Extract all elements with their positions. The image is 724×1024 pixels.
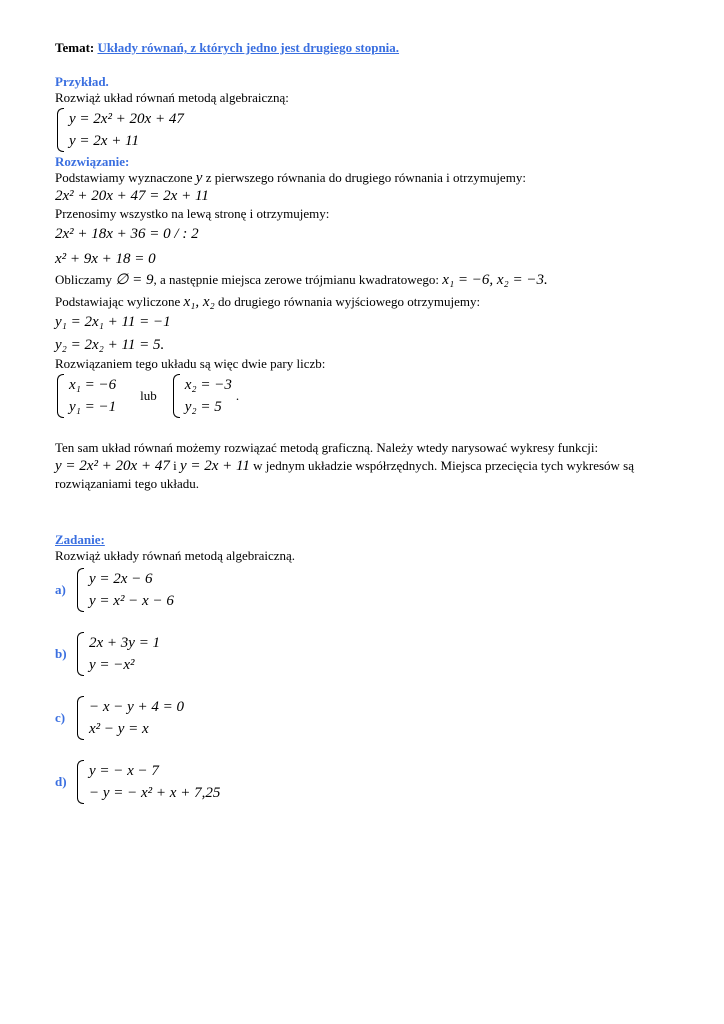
solution-heading: Rozwiązanie:: [55, 154, 130, 169]
example-heading: Przykład.: [55, 74, 109, 89]
or-word: lub: [140, 388, 157, 403]
pair2-y: y₂ = 5: [184, 399, 222, 415]
solution-step-4: [55, 294, 675, 310]
solution-pairs: [55, 372, 675, 420]
task-label: b): [55, 646, 67, 661]
solution-step-3: [55, 272, 675, 288]
graph-line-1: Ten sam układ równań możemy rozwiązać metodą graficzną. Należy wtedy narysować wykresy funkcji:: [55, 440, 599, 455]
example-system: [57, 108, 675, 152]
title-line: [55, 40, 675, 56]
task-label: c): [55, 710, 66, 725]
solution-step-1: [55, 170, 675, 186]
step4-post: do drugiego równania wyjściowego otrzymujemy:: [218, 294, 481, 309]
task-eq: y = −x²: [89, 657, 135, 673]
equation-3: x² + 9x + 18 = 0: [55, 251, 156, 267]
y1-equation: y₁ = 2x₁ + 11 = −1: [55, 314, 171, 330]
step3-pre: Obliczamy: [55, 272, 113, 287]
pair-2: [173, 374, 232, 418]
pair1-y: y₁ = −1: [69, 399, 117, 415]
pairs-period: .: [235, 388, 240, 403]
brace: [77, 760, 84, 804]
example-eq-1: y = 2x² + 20x + 47: [69, 111, 184, 127]
graph-and: i: [173, 458, 177, 473]
graph-line-2-text: w jednym układzie współrzędnych. Miejsca przecięcia tych wykresów są: [253, 458, 635, 473]
pair-1: [57, 374, 116, 418]
example-eq-2: y = 2x + 11: [69, 133, 139, 149]
graph-function-2: y = 2x + 11: [179, 458, 250, 474]
solution-step-2: Przenosimy wszystko na lewą stronę i otrzymujemy:: [55, 206, 330, 221]
solution-step-5: Rozwiązaniem tego układu są więc dwie pary liczb:: [55, 356, 326, 371]
task-item-b: [55, 630, 675, 678]
task-eq: y = x² − x − 6: [89, 593, 174, 609]
step4-pre: Podstawiając wyliczone: [55, 294, 181, 309]
y2-equation: y₂ = 2x₂ + 11 = 5.: [55, 337, 165, 353]
roots: x₁ = −6, x₂ = −3.: [442, 272, 548, 288]
title-prefix: Temat:: [55, 40, 95, 55]
equation-2: 2x² + 18x + 36 = 0 / : 2: [55, 226, 199, 242]
graph-function-1: y = 2x² + 20x + 47: [55, 458, 170, 474]
task-eq: y = − x − 7: [89, 763, 159, 779]
step1-var: y: [195, 170, 203, 186]
pair1-x: x₁ = −6: [69, 377, 117, 393]
brace: [57, 374, 64, 418]
task-item-a: [55, 566, 675, 614]
task-eq: 2x + 3y = 1: [89, 635, 161, 651]
title-topic: Układy równań, z których jedno jest drugiego stopnia.: [97, 40, 400, 55]
brace: [77, 696, 84, 740]
brace: [57, 108, 64, 152]
equation-1: 2x² + 20x + 47 = 2x + 11: [55, 188, 209, 204]
delta-value: ∅ = 9: [115, 272, 154, 288]
task-item-d: [55, 758, 675, 806]
task-eq: − y = − x² + x + 7,25: [89, 785, 221, 801]
pair2-x: x₂ = −3: [184, 377, 232, 393]
brace: [77, 568, 84, 612]
document-page: [55, 40, 675, 822]
task-label: a): [55, 582, 66, 597]
step4-vars: x₁, x₂: [183, 294, 215, 310]
task-eq: − x − y + 4 = 0: [89, 699, 185, 715]
task-instruction: Rozwiąż układy równań metodą algebraiczną.: [55, 548, 296, 563]
step1-post: z pierwszego równania do drugiego równania i otrzymujemy:: [205, 170, 526, 185]
task-eq: x² − y = x: [89, 721, 149, 737]
task-heading: Zadanie:: [55, 532, 105, 547]
step3-mid: , a następnie miejsca zerowe trójmianu kwadratowego:: [153, 272, 440, 287]
step1-pre: Podstawiamy wyznaczone: [55, 170, 193, 185]
graph-line-2: [55, 456, 675, 476]
brace: [77, 632, 84, 676]
task-eq: y = 2x − 6: [89, 571, 153, 587]
brace: [173, 374, 180, 418]
task-item-c: [55, 694, 675, 742]
task-list: [55, 566, 675, 806]
graph-line-3: rozwiązaniami tego układu.: [55, 476, 200, 491]
example-instruction: Rozwiąż układ równań metodą algebraiczną:: [55, 90, 289, 105]
task-label: d): [55, 774, 67, 789]
